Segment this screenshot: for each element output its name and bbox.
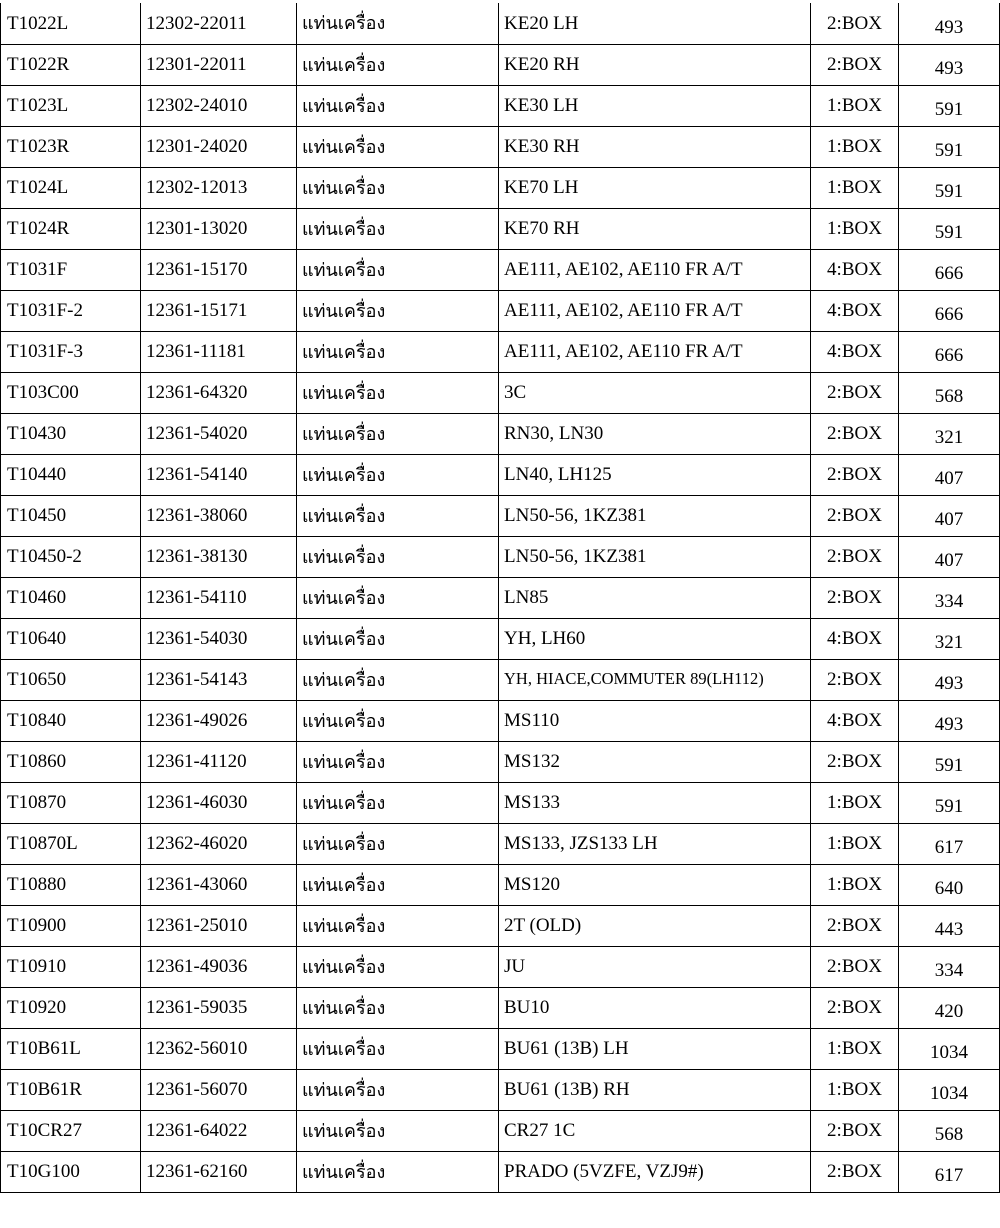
pack-cell: 1:BOX <box>811 167 899 208</box>
price-cell: 591 <box>899 85 1000 126</box>
price-cell: 591 <box>899 167 1000 208</box>
part-number-cell: 12361-49026 <box>141 700 297 741</box>
model-cell: BU61 (13B) RH <box>499 1069 811 1110</box>
item-code-cell: T10B61R <box>1 1069 141 1110</box>
part-number-cell: 12361-25010 <box>141 905 297 946</box>
item-code-cell: T10870 <box>1 782 141 823</box>
pack-cell: 2:BOX <box>811 905 899 946</box>
pack-cell: 2:BOX <box>811 3 899 44</box>
model-cell: JU <box>499 946 811 987</box>
pack-cell: 1:BOX <box>811 823 899 864</box>
description-cell: แท่นเครื่อง <box>297 1028 499 1069</box>
part-number-cell: 12361-43060 <box>141 864 297 905</box>
price-cell: 321 <box>899 413 1000 454</box>
table-row <box>1 741 1000 782</box>
part-number-cell: 12302-22011 <box>141 3 297 44</box>
description-cell: แท่นเครื่อง <box>297 413 499 454</box>
item-code-cell: T1023L <box>1 85 141 126</box>
description-cell: แท่นเครื่อง <box>297 946 499 987</box>
price-cell: 666 <box>899 331 1000 372</box>
part-number-cell: 12361-54030 <box>141 618 297 659</box>
table-row <box>1 331 1000 372</box>
price-cell: 321 <box>899 618 1000 659</box>
table-body <box>1 3 1000 1192</box>
pack-cell: 4:BOX <box>811 290 899 331</box>
pack-cell: 4:BOX <box>811 700 899 741</box>
item-code-cell: T10920 <box>1 987 141 1028</box>
pack-cell: 2:BOX <box>811 987 899 1028</box>
part-number-cell: 12361-46030 <box>141 782 297 823</box>
item-code-cell: T10G100 <box>1 1151 141 1192</box>
model-cell: 3C <box>499 372 811 413</box>
table-row <box>1 1028 1000 1069</box>
item-code-cell: T1023R <box>1 126 141 167</box>
part-number-cell: 12361-15170 <box>141 249 297 290</box>
part-number-cell: 12361-49036 <box>141 946 297 987</box>
part-number-cell: 12361-38130 <box>141 536 297 577</box>
item-code-cell: T10B61L <box>1 1028 141 1069</box>
model-cell: BU61 (13B) LH <box>499 1028 811 1069</box>
description-cell: แท่นเครื่อง <box>297 290 499 331</box>
item-code-cell: T10CR27 <box>1 1110 141 1151</box>
table-row <box>1 823 1000 864</box>
price-cell: 407 <box>899 536 1000 577</box>
part-number-cell: 12361-56070 <box>141 1069 297 1110</box>
price-cell: 493 <box>899 659 1000 700</box>
pack-cell: 2:BOX <box>811 495 899 536</box>
item-code-cell: T1031F-2 <box>1 290 141 331</box>
description-cell: แท่นเครื่อง <box>297 1151 499 1192</box>
table-row <box>1 85 1000 126</box>
table-row <box>1 454 1000 495</box>
pack-cell: 1:BOX <box>811 864 899 905</box>
description-cell: แท่นเครื่อง <box>297 167 499 208</box>
part-number-cell: 12361-11181 <box>141 331 297 372</box>
model-cell: MS120 <box>499 864 811 905</box>
price-cell: 568 <box>899 372 1000 413</box>
table-row <box>1 126 1000 167</box>
price-cell: 591 <box>899 782 1000 823</box>
item-code-cell: T1022R <box>1 44 141 85</box>
price-cell: 568 <box>899 1110 1000 1151</box>
description-cell: แท่นเครื่อง <box>297 208 499 249</box>
pack-cell: 4:BOX <box>811 618 899 659</box>
parts-price-table <box>0 3 1000 1193</box>
description-cell: แท่นเครื่อง <box>297 331 499 372</box>
pack-cell: 1:BOX <box>811 85 899 126</box>
price-cell: 493 <box>899 44 1000 85</box>
price-cell: 591 <box>899 741 1000 782</box>
description-cell: แท่นเครื่อง <box>297 782 499 823</box>
model-cell: RN30, LN30 <box>499 413 811 454</box>
description-cell: แท่นเครื่อง <box>297 700 499 741</box>
description-cell: แท่นเครื่อง <box>297 126 499 167</box>
table-row <box>1 249 1000 290</box>
part-number-cell: 12301-22011 <box>141 44 297 85</box>
price-cell: 640 <box>899 864 1000 905</box>
description-cell: แท่นเครื่อง <box>297 3 499 44</box>
price-cell: 334 <box>899 577 1000 618</box>
item-code-cell: T1031F-3 <box>1 331 141 372</box>
pack-cell: 1:BOX <box>811 782 899 823</box>
description-cell: แท่นเครื่อง <box>297 454 499 495</box>
model-cell: MS132 <box>499 741 811 782</box>
model-cell: 2T (OLD) <box>499 905 811 946</box>
description-cell: แท่นเครื่อง <box>297 372 499 413</box>
price-cell: 666 <box>899 249 1000 290</box>
pack-cell: 2:BOX <box>811 1110 899 1151</box>
table-row <box>1 167 1000 208</box>
pack-cell: 1:BOX <box>811 1069 899 1110</box>
pack-cell: 4:BOX <box>811 331 899 372</box>
part-number-cell: 12361-62160 <box>141 1151 297 1192</box>
price-cell: 617 <box>899 1151 1000 1192</box>
pack-cell: 2:BOX <box>811 372 899 413</box>
price-cell: 493 <box>899 700 1000 741</box>
pack-cell: 1:BOX <box>811 1028 899 1069</box>
table-row <box>1 987 1000 1028</box>
description-cell: แท่นเครื่อง <box>297 987 499 1028</box>
model-cell: YH, HIACE,COMMUTER 89(LH112) <box>499 659 811 700</box>
table-row <box>1 659 1000 700</box>
price-cell: 420 <box>899 987 1000 1028</box>
pack-cell: 2:BOX <box>811 659 899 700</box>
table-row <box>1 495 1000 536</box>
pack-cell: 2:BOX <box>811 946 899 987</box>
price-cell: 334 <box>899 946 1000 987</box>
part-number-cell: 12361-41120 <box>141 741 297 782</box>
item-code-cell: T1024L <box>1 167 141 208</box>
table-row <box>1 290 1000 331</box>
pack-cell: 4:BOX <box>811 249 899 290</box>
table-row <box>1 1151 1000 1192</box>
part-number-cell: 12361-54110 <box>141 577 297 618</box>
model-cell: AE111, AE102, AE110 FR A/T <box>499 249 811 290</box>
description-cell: แท่นเครื่อง <box>297 495 499 536</box>
description-cell: แท่นเครื่อง <box>297 1069 499 1110</box>
pack-cell: 2:BOX <box>811 741 899 782</box>
table-row <box>1 577 1000 618</box>
model-cell: LN85 <box>499 577 811 618</box>
table-row <box>1 946 1000 987</box>
part-number-cell: 12361-38060 <box>141 495 297 536</box>
table-row <box>1 536 1000 577</box>
model-cell: KE70 RH <box>499 208 811 249</box>
table-row <box>1 372 1000 413</box>
model-cell: AE111, AE102, AE110 FR A/T <box>499 290 811 331</box>
part-number-cell: 12302-12013 <box>141 167 297 208</box>
part-number-cell: 12301-13020 <box>141 208 297 249</box>
item-code-cell: T1031F <box>1 249 141 290</box>
table-row <box>1 44 1000 85</box>
price-cell: 443 <box>899 905 1000 946</box>
table-row <box>1 864 1000 905</box>
part-number-cell: 12361-54020 <box>141 413 297 454</box>
model-cell: CR27 1C <box>499 1110 811 1151</box>
price-cell: 407 <box>899 454 1000 495</box>
pack-cell: 2:BOX <box>811 1151 899 1192</box>
price-cell: 407 <box>899 495 1000 536</box>
description-cell: แท่นเครื่อง <box>297 85 499 126</box>
pack-cell: 2:BOX <box>811 577 899 618</box>
table-row <box>1 1110 1000 1151</box>
model-cell: KE70 LH <box>499 167 811 208</box>
price-cell: 617 <box>899 823 1000 864</box>
model-cell: LN40, LH125 <box>499 454 811 495</box>
price-cell: 666 <box>899 290 1000 331</box>
price-cell: 591 <box>899 208 1000 249</box>
price-cell: 591 <box>899 126 1000 167</box>
part-number-cell: 12361-59035 <box>141 987 297 1028</box>
model-cell: KE30 RH <box>499 126 811 167</box>
model-cell: KE20 RH <box>499 44 811 85</box>
model-cell: LN50-56, 1KZ381 <box>499 495 811 536</box>
table-row <box>1 3 1000 44</box>
model-cell: LN50-56, 1KZ381 <box>499 536 811 577</box>
item-code-cell: T10910 <box>1 946 141 987</box>
item-code-cell: T10640 <box>1 618 141 659</box>
table-row <box>1 1069 1000 1110</box>
item-code-cell: T10860 <box>1 741 141 782</box>
part-number-cell: 12361-64320 <box>141 372 297 413</box>
part-number-cell: 12361-54143 <box>141 659 297 700</box>
price-cell: 493 <box>899 3 1000 44</box>
description-cell: แท่นเครื่อง <box>297 1110 499 1151</box>
description-cell: แท่นเครื่อง <box>297 741 499 782</box>
pack-cell: 1:BOX <box>811 126 899 167</box>
part-number-cell: 12301-24020 <box>141 126 297 167</box>
model-cell: MS110 <box>499 700 811 741</box>
pack-cell: 2:BOX <box>811 454 899 495</box>
item-code-cell: T103C00 <box>1 372 141 413</box>
item-code-cell: T1024R <box>1 208 141 249</box>
description-cell: แท่นเครื่อง <box>297 536 499 577</box>
description-cell: แท่นเครื่อง <box>297 44 499 85</box>
part-number-cell: 12361-64022 <box>141 1110 297 1151</box>
price-cell: 1034 <box>899 1028 1000 1069</box>
item-code-cell: T10440 <box>1 454 141 495</box>
item-code-cell: T10880 <box>1 864 141 905</box>
table-row <box>1 618 1000 659</box>
model-cell: AE111, AE102, AE110 FR A/T <box>499 331 811 372</box>
description-cell: แท่นเครื่อง <box>297 618 499 659</box>
item-code-cell: T10430 <box>1 413 141 454</box>
description-cell: แท่นเครื่อง <box>297 577 499 618</box>
description-cell: แท่นเครื่อง <box>297 905 499 946</box>
model-cell: KE30 LH <box>499 85 811 126</box>
item-code-cell: T10650 <box>1 659 141 700</box>
model-cell: YH, LH60 <box>499 618 811 659</box>
pack-cell: 2:BOX <box>811 44 899 85</box>
table-row <box>1 208 1000 249</box>
description-cell: แท่นเครื่อง <box>297 249 499 290</box>
item-code-cell: T10870L <box>1 823 141 864</box>
price-cell: 1034 <box>899 1069 1000 1110</box>
item-code-cell: T10840 <box>1 700 141 741</box>
model-cell: BU10 <box>499 987 811 1028</box>
part-number-cell: 12362-46020 <box>141 823 297 864</box>
item-code-cell: T10900 <box>1 905 141 946</box>
model-cell: MS133 <box>499 782 811 823</box>
item-code-cell: T10460 <box>1 577 141 618</box>
model-cell: PRADO (5VZFE, VZJ9#) <box>499 1151 811 1192</box>
item-code-cell: T1022L <box>1 3 141 44</box>
table-row <box>1 413 1000 454</box>
description-cell: แท่นเครื่อง <box>297 823 499 864</box>
table-row <box>1 782 1000 823</box>
part-number-cell: 12361-15171 <box>141 290 297 331</box>
table-row <box>1 905 1000 946</box>
pack-cell: 1:BOX <box>811 208 899 249</box>
pack-cell: 2:BOX <box>811 536 899 577</box>
description-cell: แท่นเครื่อง <box>297 864 499 905</box>
part-number-cell: 12302-24010 <box>141 85 297 126</box>
item-code-cell: T10450-2 <box>1 536 141 577</box>
description-cell: แท่นเครื่อง <box>297 659 499 700</box>
part-number-cell: 12362-56010 <box>141 1028 297 1069</box>
table-row <box>1 700 1000 741</box>
item-code-cell: T10450 <box>1 495 141 536</box>
model-cell: MS133, JZS133 LH <box>499 823 811 864</box>
part-number-cell: 12361-54140 <box>141 454 297 495</box>
model-cell: KE20 LH <box>499 3 811 44</box>
pack-cell: 2:BOX <box>811 413 899 454</box>
